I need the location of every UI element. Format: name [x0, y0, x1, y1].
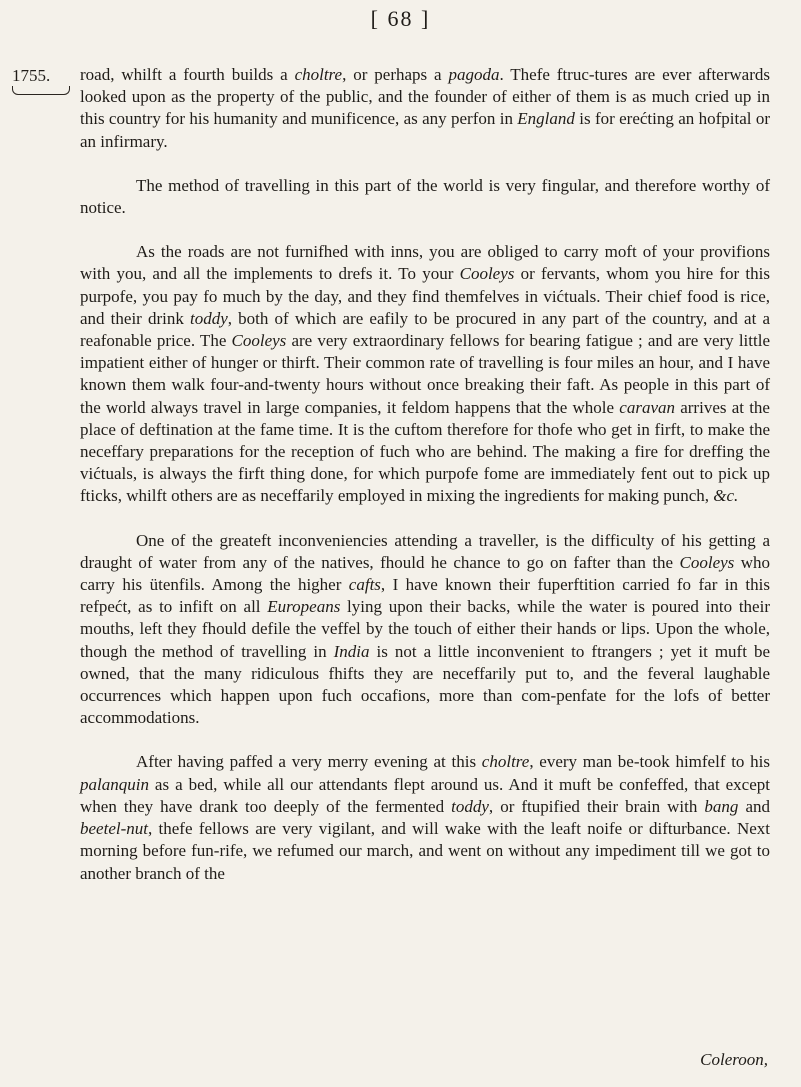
italic-text: &c. — [713, 486, 739, 506]
text-run: as a bed, while all our attendants flept around us. And it muft be confeffed, that except when they have drank too deeply of the fermented — [80, 774, 770, 816]
text-run: who carry his ütenfils. Among the higher — [80, 552, 771, 595]
text-run: or fervants, whom you hire for this purpofe, you pay fo much by the day, and they find themfelves in vićtuals. Their chief food is rice, and their drink — [80, 264, 770, 328]
italic-text: toddy — [190, 308, 228, 328]
text-run: , both of which are eafily to be procured in any part of the country, and at a reafonable price. The — [80, 308, 770, 351]
text-run: road, whilft a fourth builds a — [80, 65, 295, 84]
body-text — [80, 64, 770, 885]
text-run: As the roads are not furnifhed with inns, you are obliged to carry moft of your provifions with you, and all the implements to drefs it. To your — [80, 242, 770, 284]
italic-text: India — [333, 641, 370, 661]
text-run: , or perhaps a — [342, 65, 449, 84]
paragraph — [80, 751, 770, 884]
text-run: arrives at the place of deftination at the fame time. It is the cuftom therefore for thofe who get in firft, to make the neceffary preparations for the reception of fuch who are behind. The making a fire for dreffing the vićtuals, is always the firft thing done, for which purpofe fome are immediately fent out to pick up fticks, whilft others are as neceffarily employed in mixing the ingredients for making punch, — [80, 397, 770, 506]
italic-text: choltre — [481, 752, 530, 772]
margin-year: 1755. — [12, 66, 51, 85]
paragraph — [80, 64, 770, 153]
margin-bracket — [12, 86, 70, 95]
text-run: , or ftupified their brain with — [488, 796, 705, 816]
paragraph — [80, 530, 770, 730]
italic-text: beetel-nut — [80, 819, 148, 839]
catchword: Coleroon, — [700, 1050, 768, 1069]
italic-text: palanquin — [80, 774, 149, 794]
text-run: and — [738, 796, 770, 816]
page-number-header: [ 68 ] — [370, 6, 431, 31]
text-run: , every man be-took himfelf to his — [529, 752, 770, 772]
text-run: . Thefe ftruc-tures are ever afterwards looked upon as the property of the public, and the founder of either of them is as much cried up in this country for his humanity and munificence, as any perfon in — [80, 65, 770, 129]
text-run: The method of travelling in this part of the world is very fingular, and therefore worthy of notice. — [80, 175, 770, 218]
text-run: , thefe fellows are very vigilant, and will wake with the leaft noife or difturbance. Next morning before fun-rife, we refumed our march, and went on without any impediment till we got to another branch of the — [80, 819, 770, 883]
italic-text: toddy — [451, 796, 489, 816]
text-run: After having paffed a very merry evening at this — [136, 752, 482, 772]
paragraph — [80, 241, 770, 507]
italic-text: bang — [704, 796, 739, 816]
italic-text: Europeans — [267, 597, 341, 617]
text-run: , I have known their fuperftition carried fo far in this refpećt, as to infift on all — [80, 575, 770, 617]
italic-text: Cooleys — [231, 331, 287, 351]
italic-text: caravan — [619, 397, 675, 417]
italic-text: pagoda — [448, 65, 500, 84]
text-run: are very extraordinary fellows for bearing fatigue ; and are very little impatient either of hunger or thirft. Their common rate of travelling is four miles an hour, and I have known them walk four-and-twenty hours without once breaking their faft. As people in this part of the world always travel in large companies, it feldom happens that the whole — [80, 331, 770, 417]
italic-text: England — [517, 109, 575, 129]
text-run: is for erećting an hofpital or an infirmary. — [80, 109, 770, 151]
italic-text: choltre — [294, 65, 343, 84]
italic-text: Cooleys — [679, 552, 735, 572]
paragraph — [80, 175, 770, 219]
italic-text: Cooleys — [459, 264, 515, 284]
text-run: One of the greateft inconveniencies attending a traveller, is the difficulty of his getting a draught of water from any of the natives, fhould he chance to go on fafter than the — [80, 530, 770, 572]
italic-text: cafts — [348, 575, 381, 595]
text-run: is not a little inconvenient to ftrangers ; yet it muft be owned, that the many ridiculous fhifts they are neceffarily put to, and the feveral laughable occurrences which happen upon fuch occafions, more than com-penfate for the lofs of better accommodations. — [80, 641, 770, 728]
text-run: lying upon their backs, while the water is poured into their mouths, left they fhould defile the veffel by the touch of either their hands or lips. Upon the whole, though the method of travelling in — [80, 597, 770, 661]
